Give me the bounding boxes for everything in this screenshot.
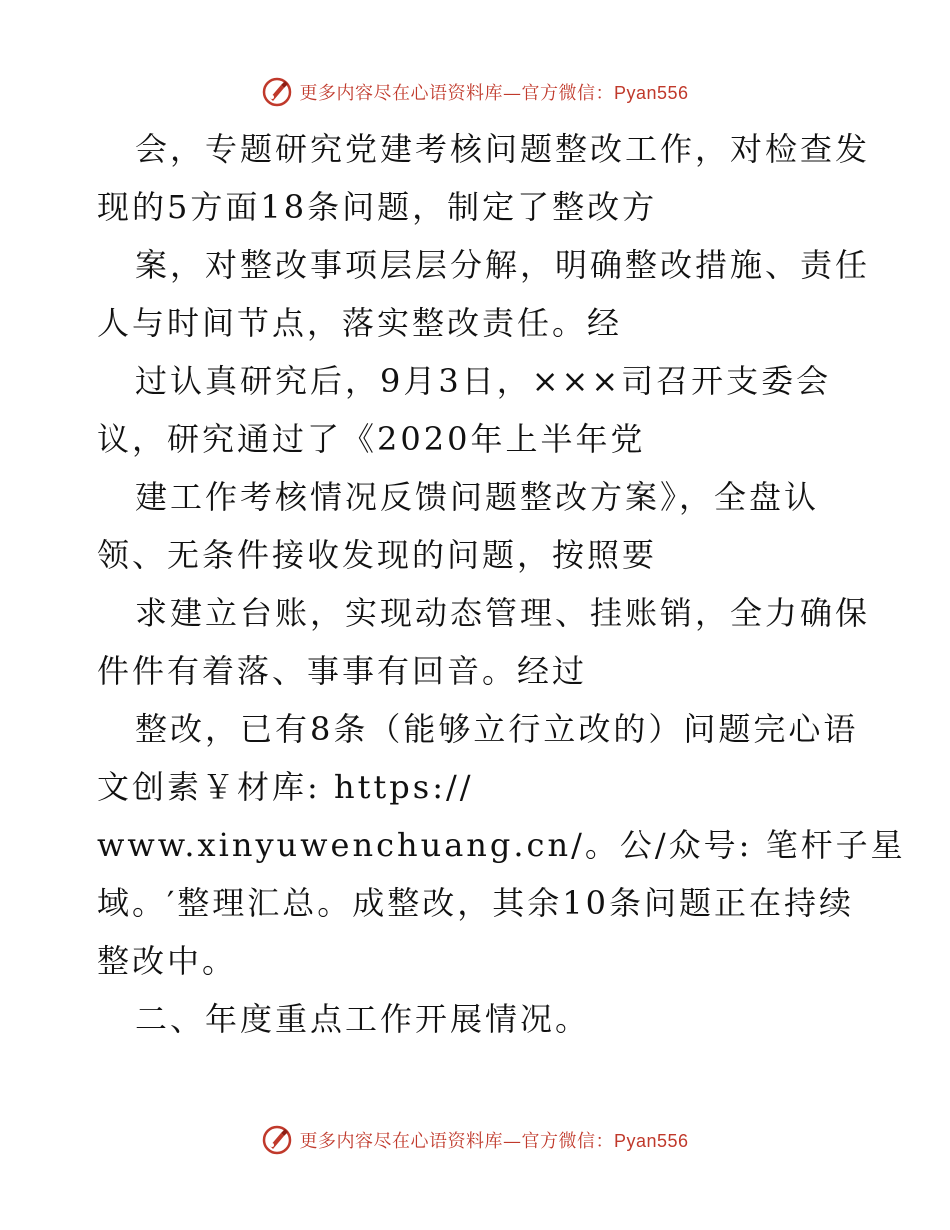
footer-wechat-label: 官方微信：: [521, 1131, 614, 1152]
brand-logo-icon: [261, 76, 293, 108]
paragraph-line: 整改，已有8条（能够立行立改的）问题完心语: [135, 710, 859, 748]
paragraph-line: 会，专题研究党建考核问题整改工作，对检查发: [135, 130, 871, 168]
footer-separator: —: [502, 1131, 522, 1152]
header-wechat-id: Pyan556: [613, 83, 689, 103]
paragraph-line: 二、年度重点工作开展情况。: [135, 1000, 591, 1038]
header-banner: [0, 72, 950, 112]
header-separator: —: [502, 83, 522, 104]
paragraph-line: 现的5方面18条问题，制定了整改方: [97, 188, 658, 226]
paragraph-line: 议，研究通过了《2020年上半年党: [97, 420, 646, 458]
header-banner-text: [299, 79, 688, 105]
paragraph-line: 整改中。: [97, 942, 238, 980]
paragraph-line: 过认真研究后，9月3日，×××司召开支委会: [135, 362, 832, 400]
header-wechat-label: 官方微信：: [521, 83, 614, 104]
footer-banner: [0, 1120, 950, 1160]
paragraph-line: 域。′整理汇总。成整改，其余10条问题正在持续: [97, 884, 854, 922]
brand-logo-icon: [261, 1124, 293, 1156]
document-body: [97, 120, 906, 1048]
footer-wechat-id: Pyan556: [613, 1131, 689, 1151]
paragraph-line: 求建立台账，实现动态管理、挂账销，全力确保: [135, 594, 871, 632]
footer-site-text: 更多内容尽在心语资料库: [299, 1131, 503, 1152]
paragraph-line: 领、无条件接收发现的问题，按照要: [97, 536, 658, 574]
paragraph-line: 案，对整改事项层层分解，明确整改措施、责任: [135, 246, 871, 284]
footer-banner-text: [299, 1127, 688, 1153]
paragraph-line: 件件有着落、事事有回音。经过: [97, 652, 588, 690]
paragraph-line: www.xinyuwenchuang.cn/。公/众号: 笔杆子星: [97, 826, 906, 864]
header-site-text: 更多内容尽在心语资料库: [299, 83, 503, 104]
paragraph-line: 建工作考核情况反馈问题整改方案》，全盘认: [135, 478, 820, 516]
paragraph-line: 人与时间节点，落实整改责任。经: [97, 304, 623, 342]
paragraph-line: 文创素￥材库: https://: [97, 768, 474, 806]
